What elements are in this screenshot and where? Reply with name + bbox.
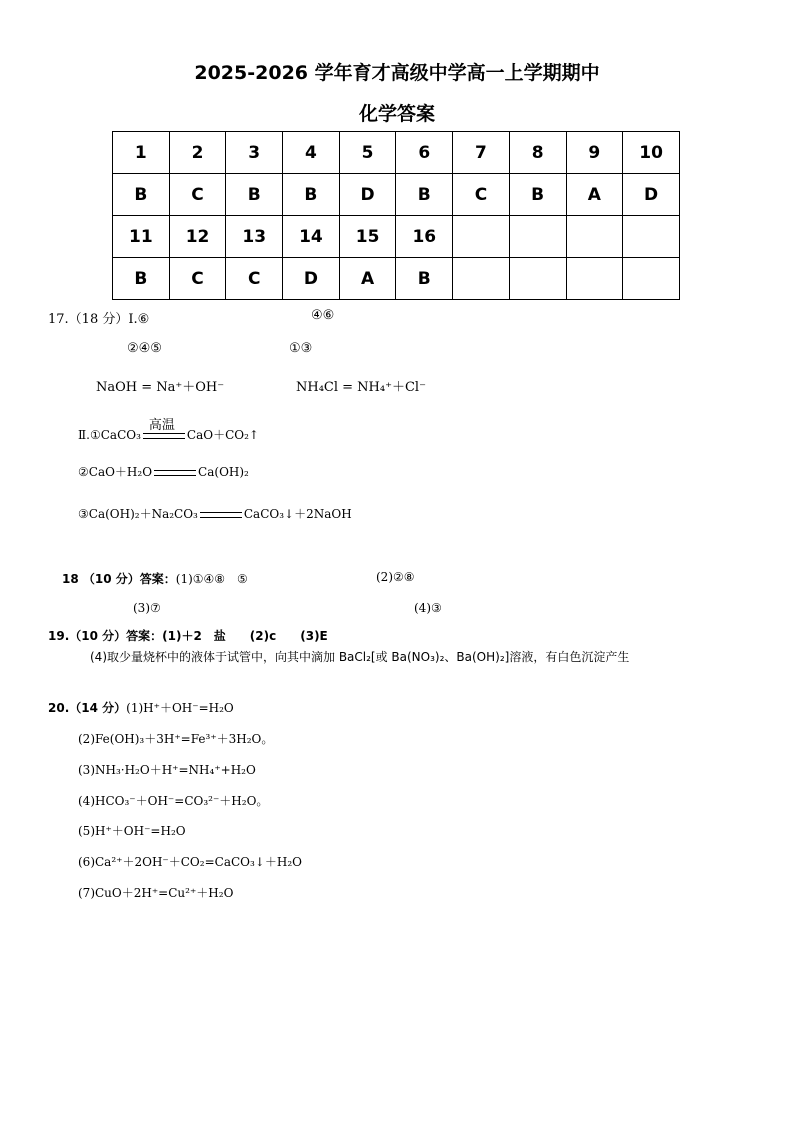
q20-answer-2: (2)Fe(OH)₃＋3H⁺=Fe³⁺＋3H₂O。	[78, 732, 274, 746]
q18-answer-1: (1)①④⑧ ⑤	[175, 572, 248, 586]
question-number-cell: 15	[339, 216, 396, 258]
question-number-cell: 6	[396, 132, 453, 174]
q17-r1-right: CaO＋CO₂↑	[186, 428, 259, 442]
question-number-cell	[566, 216, 623, 258]
answer-cell: B	[509, 174, 566, 216]
q17-ionization-1: NaOH = Na⁺＋OH⁻	[96, 380, 225, 395]
q20-answer-5: (5)H⁺＋OH⁻=H₂O	[78, 824, 186, 838]
answer-cell	[566, 258, 623, 300]
question-number-cell: 7	[453, 132, 510, 174]
q18-label: 18 （10 分）答案：	[62, 572, 176, 586]
equals-sign	[143, 417, 185, 439]
question-number-cell: 5	[339, 132, 396, 174]
question-number-cell	[453, 216, 510, 258]
q17-answer-4: ①③	[289, 341, 313, 356]
answer-cell: B	[113, 174, 170, 216]
equals-sign	[200, 512, 242, 518]
question-number-cell: 10	[623, 132, 680, 174]
page-subtitle: 化学答案	[358, 103, 435, 125]
question-number-cell: 1	[113, 132, 170, 174]
answer-cell: C	[169, 174, 226, 216]
answer-cell: B	[283, 174, 340, 216]
question-number-cell: 12	[169, 216, 226, 258]
answer-table-row	[113, 258, 680, 300]
answer-cell: C	[226, 258, 283, 300]
answer-cell: D	[339, 174, 396, 216]
answer-cell: D	[283, 258, 340, 300]
q19-line-2: (4)取少量烧杯中的液体于试管中，向其中滴加 BaCl₂[或 Ba(NO₃)₂、Ba(OH)₂]溶液，有白色沉淀产生	[90, 650, 630, 664]
answer-table	[112, 131, 680, 300]
question-number-cell: 8	[509, 132, 566, 174]
q17-ionization-2: NH₄Cl = NH₄⁺＋Cl⁻	[296, 380, 426, 395]
q17-reaction-1	[78, 417, 259, 443]
question-number-cell: 13	[226, 216, 283, 258]
q17-r3-left: ③Ca(OH)₂＋Na₂CO₃	[78, 507, 198, 521]
answer-cell: B	[396, 258, 453, 300]
q17-r2-right: Ca(OH)₂	[198, 465, 249, 479]
answer-cell: C	[169, 258, 226, 300]
q20-label: 20.（14 分）	[48, 701, 127, 715]
q17-answer-2: ④⑥	[311, 308, 335, 323]
page-title: 2025-2026 学年育才高级中学高一上学期期中	[194, 62, 600, 84]
question-number-cell: 9	[566, 132, 623, 174]
q17-r2-left: ②CaO＋H₂O	[78, 465, 153, 479]
answer-cell: B	[113, 258, 170, 300]
q17-reaction-2	[78, 463, 249, 480]
answer-cell: D	[623, 174, 680, 216]
answer-cell: A	[339, 258, 396, 300]
question-number-cell	[623, 216, 680, 258]
question-number-cell	[509, 216, 566, 258]
answer-cell	[623, 258, 680, 300]
q20-header	[48, 699, 234, 716]
question-number-cell: 11	[113, 216, 170, 258]
answer-cell: B	[226, 174, 283, 216]
q20-answer-4: (4)HCO₃⁻＋OH⁻=CO₃²⁻＋H₂O。	[78, 794, 269, 808]
q20-answer-1: (1)H⁺＋OH⁻=H₂O	[126, 701, 234, 715]
q19-line-1: 19.（10 分）答案：(1)＋2 盐 (2)c (3)E	[48, 629, 328, 643]
q17-r1-condition: 高温	[148, 417, 175, 433]
q17-header: 17.（18 分）Ⅰ.⑥	[48, 312, 150, 327]
question-number-cell: 3	[226, 132, 283, 174]
question-number-cell: 14	[283, 216, 340, 258]
q18-answer-3: (3)⑦	[133, 601, 161, 615]
q18-answer-2: (2)②⑧	[376, 570, 415, 584]
answer-cell: C	[453, 174, 510, 216]
q17-r3-right: CaCO₃↓＋2NaOH	[243, 507, 352, 521]
answer-table-row	[113, 174, 680, 216]
q17-r1-left: ①CaCO₃	[89, 428, 141, 442]
question-number-cell: 2	[169, 132, 226, 174]
equals-sign	[154, 470, 196, 476]
answer-cell: A	[566, 174, 623, 216]
q20-answer-6: (6)Ca²⁺＋2OH⁻＋CO₂=CaCO₃↓＋H₂O	[78, 855, 302, 869]
q18-header	[62, 570, 248, 587]
q20-answer-7: (7)CuO＋2H⁺=Cu²⁺＋H₂O	[78, 886, 234, 900]
answer-cell	[509, 258, 566, 300]
answer-table-row	[113, 132, 680, 174]
q17-answer-3: ②④⑤	[127, 341, 162, 356]
question-number-cell: 4	[283, 132, 340, 174]
question-number-cell: 16	[396, 216, 453, 258]
answer-cell	[453, 258, 510, 300]
answer-cell: B	[396, 174, 453, 216]
answer-table-row	[113, 216, 680, 258]
q18-answer-4: (4)③	[414, 601, 442, 615]
q17-part2-label: Ⅱ.	[78, 428, 90, 442]
q17-reaction-3	[78, 505, 352, 522]
q20-answer-3: (3)NH₃·H₂O＋H⁺=NH₄⁺+H₂O	[78, 763, 256, 777]
